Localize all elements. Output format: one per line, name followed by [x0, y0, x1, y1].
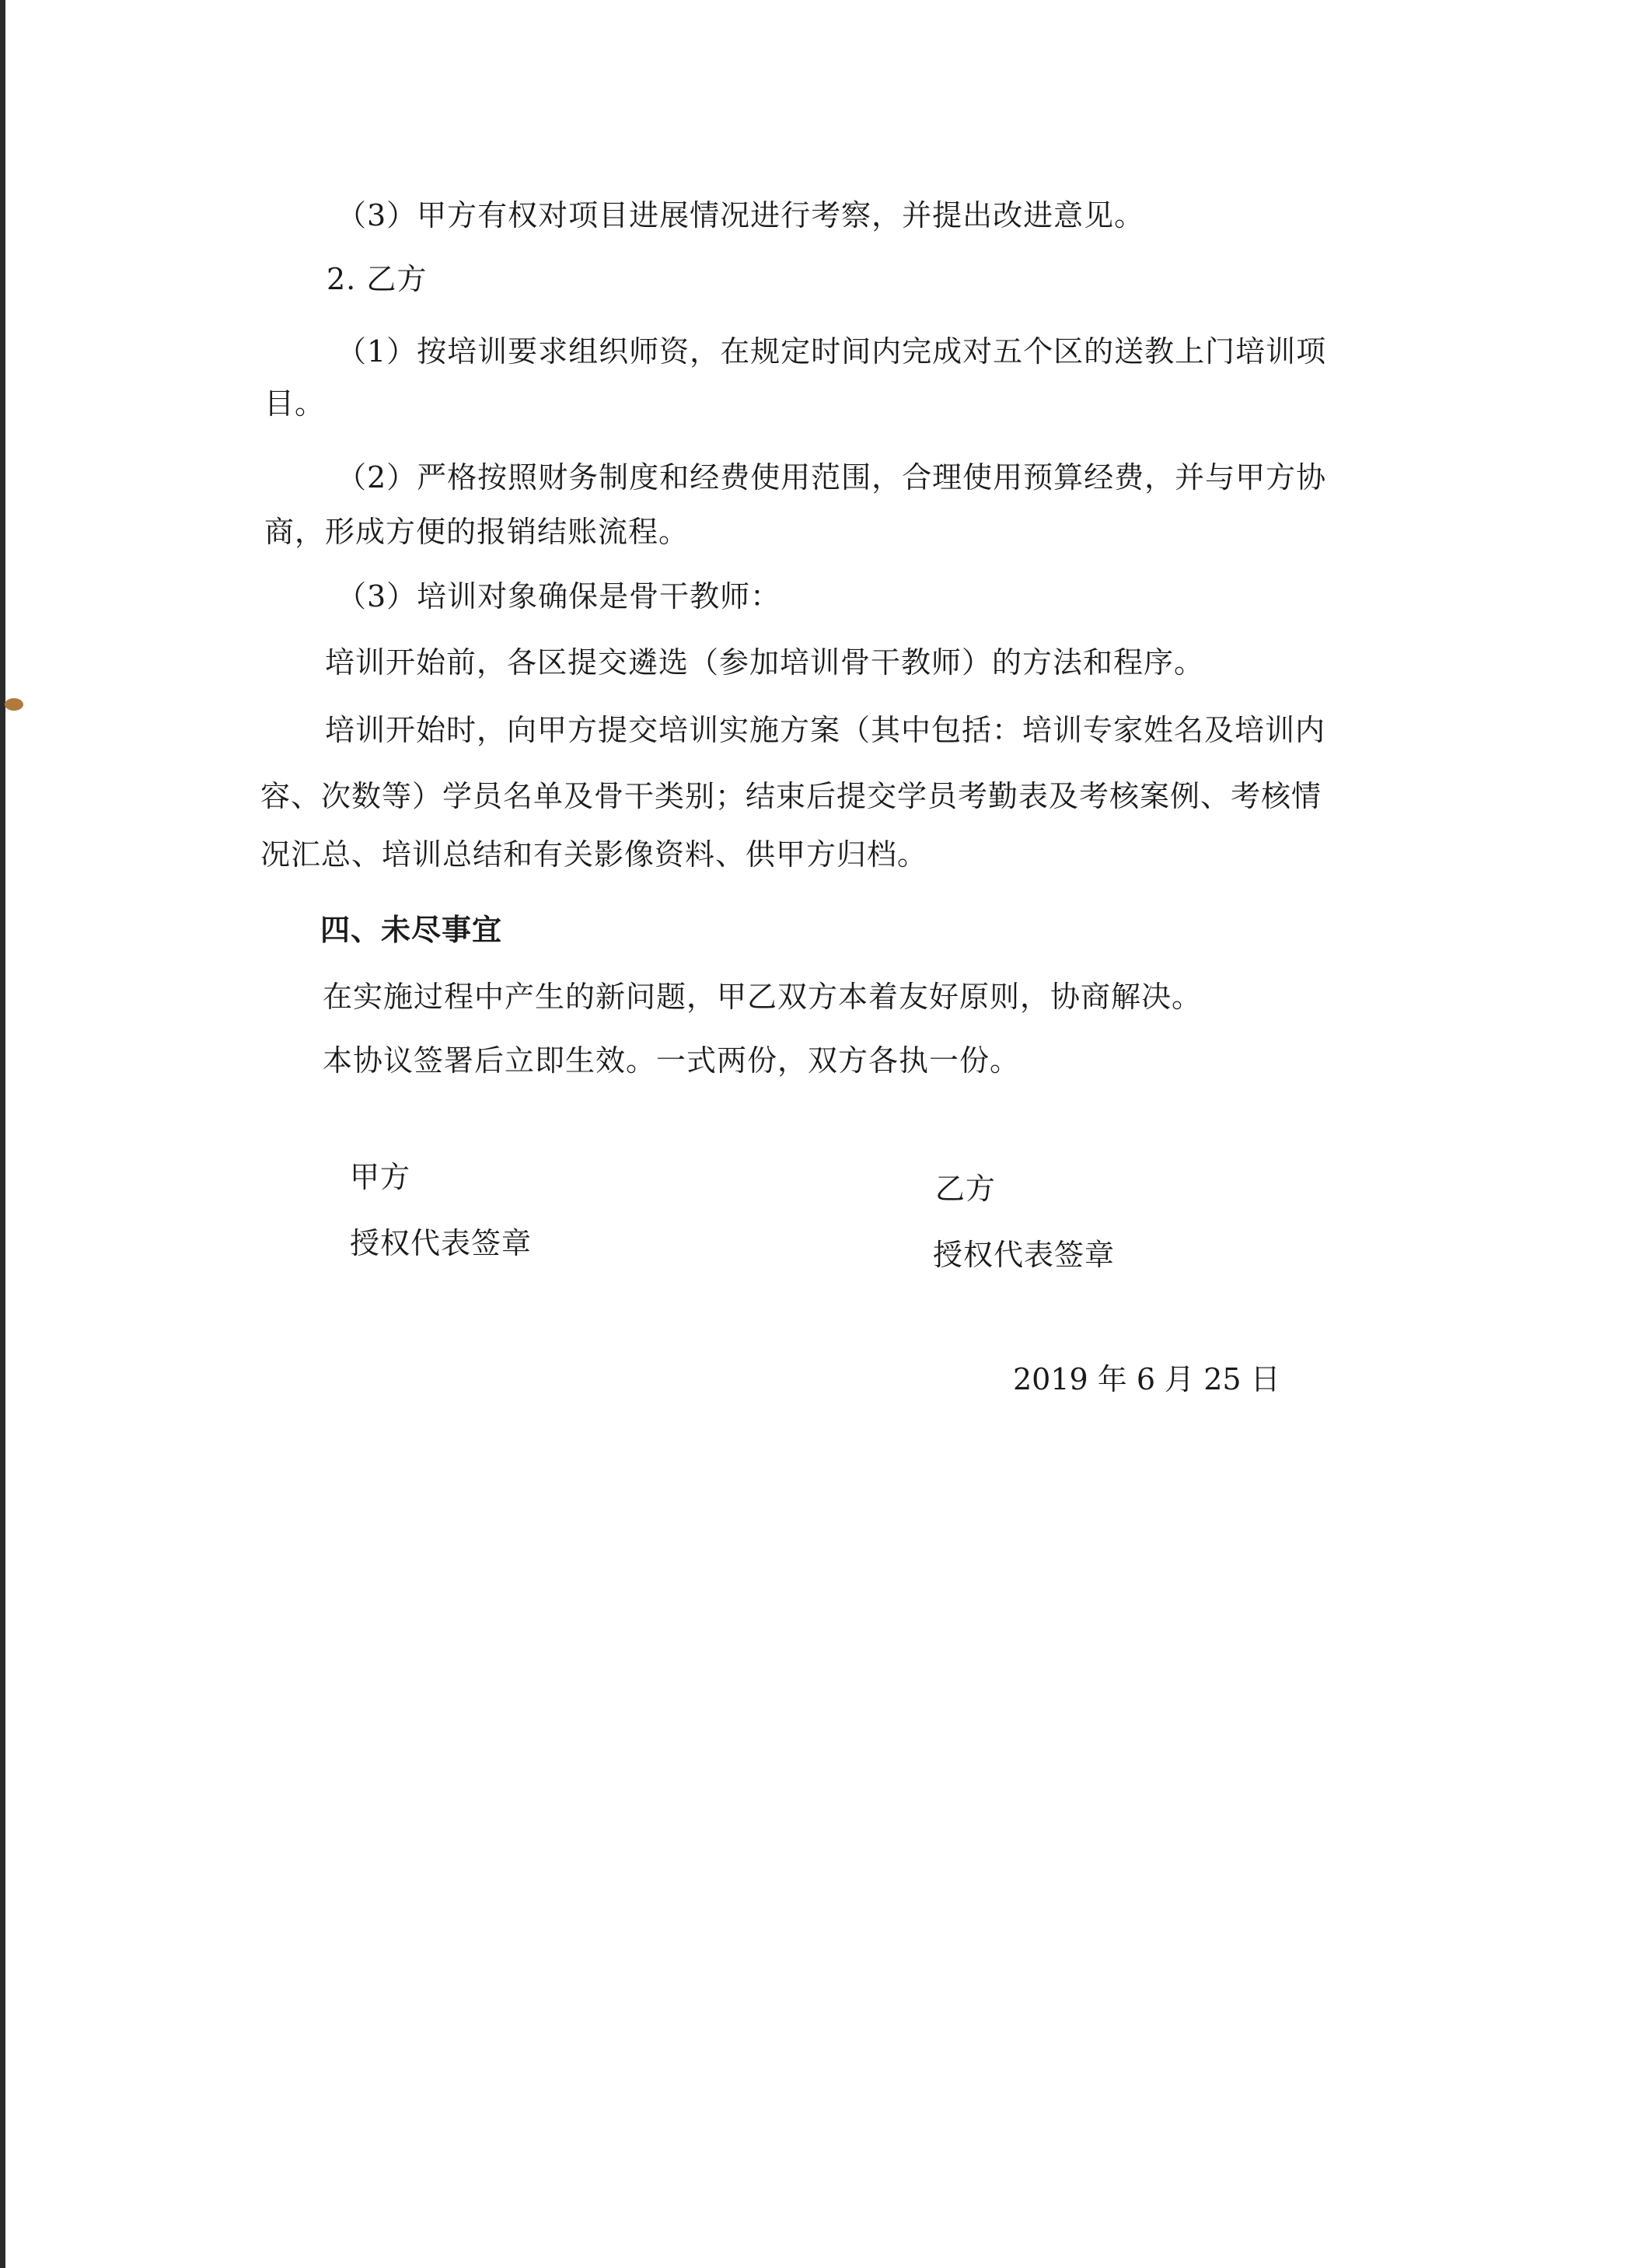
section-4-line2: 本协议签署后立即生效。一式两份，双方各执一份。	[323, 1043, 1021, 1078]
clause-2-heading: 2. 乙方	[327, 262, 428, 296]
party-a-signature-label: 授权代表签章	[350, 1226, 533, 1260]
scan-stain	[5, 698, 23, 711]
clause-2-2-line1: （2）严格按照财务制度和经费使用范围，合理使用预算经费，并与甲方协	[337, 460, 1327, 494]
section-4-heading: 四、未尽事宜	[320, 913, 503, 947]
clause-2-1-line1: （1）按培训要求组织师资，在规定时间内完成对五个区的送教上门培训项	[337, 334, 1327, 369]
clause-2-2-line2: 商，形成方便的报销结账流程。	[264, 515, 690, 549]
clause-2-3-start-line2: 容、次数等）学员名单及骨干类别；结束后提交学员考勤表及考核案例、考核情	[260, 779, 1322, 813]
party-b-signature-label: 授权代表签章	[933, 1238, 1116, 1272]
clause-2-3: （3）培训对象确保是骨干教师：	[337, 579, 781, 613]
clause-2-1-line2: 目。	[264, 386, 326, 421]
signing-date: 2019 年 6 月 25 日	[1013, 1362, 1280, 1396]
party-b-label: 乙方	[935, 1172, 997, 1206]
clause-2-3-start-line1: 培训开始时，向甲方提交培训实施方案（其中包括：培训专家姓名及培训内	[325, 713, 1326, 747]
section-4-line1: 在实施过程中产生的新问题，甲乙双方本着友好原则，协商解决。	[323, 980, 1203, 1014]
party-a-label: 甲方	[350, 1160, 411, 1194]
clause-3-3: （3）甲方有权对项目进展情况进行考察，并提出改进意见。	[337, 198, 1145, 232]
clause-2-3-before: 培训开始前，各区提交遴选（参加培训骨干教师）的方法和程序。	[325, 645, 1205, 680]
scan-edge	[0, 0, 5, 2268]
clause-2-3-start-line3: 况汇总、培训总结和有关影像资料、供甲方归档。	[260, 837, 928, 872]
